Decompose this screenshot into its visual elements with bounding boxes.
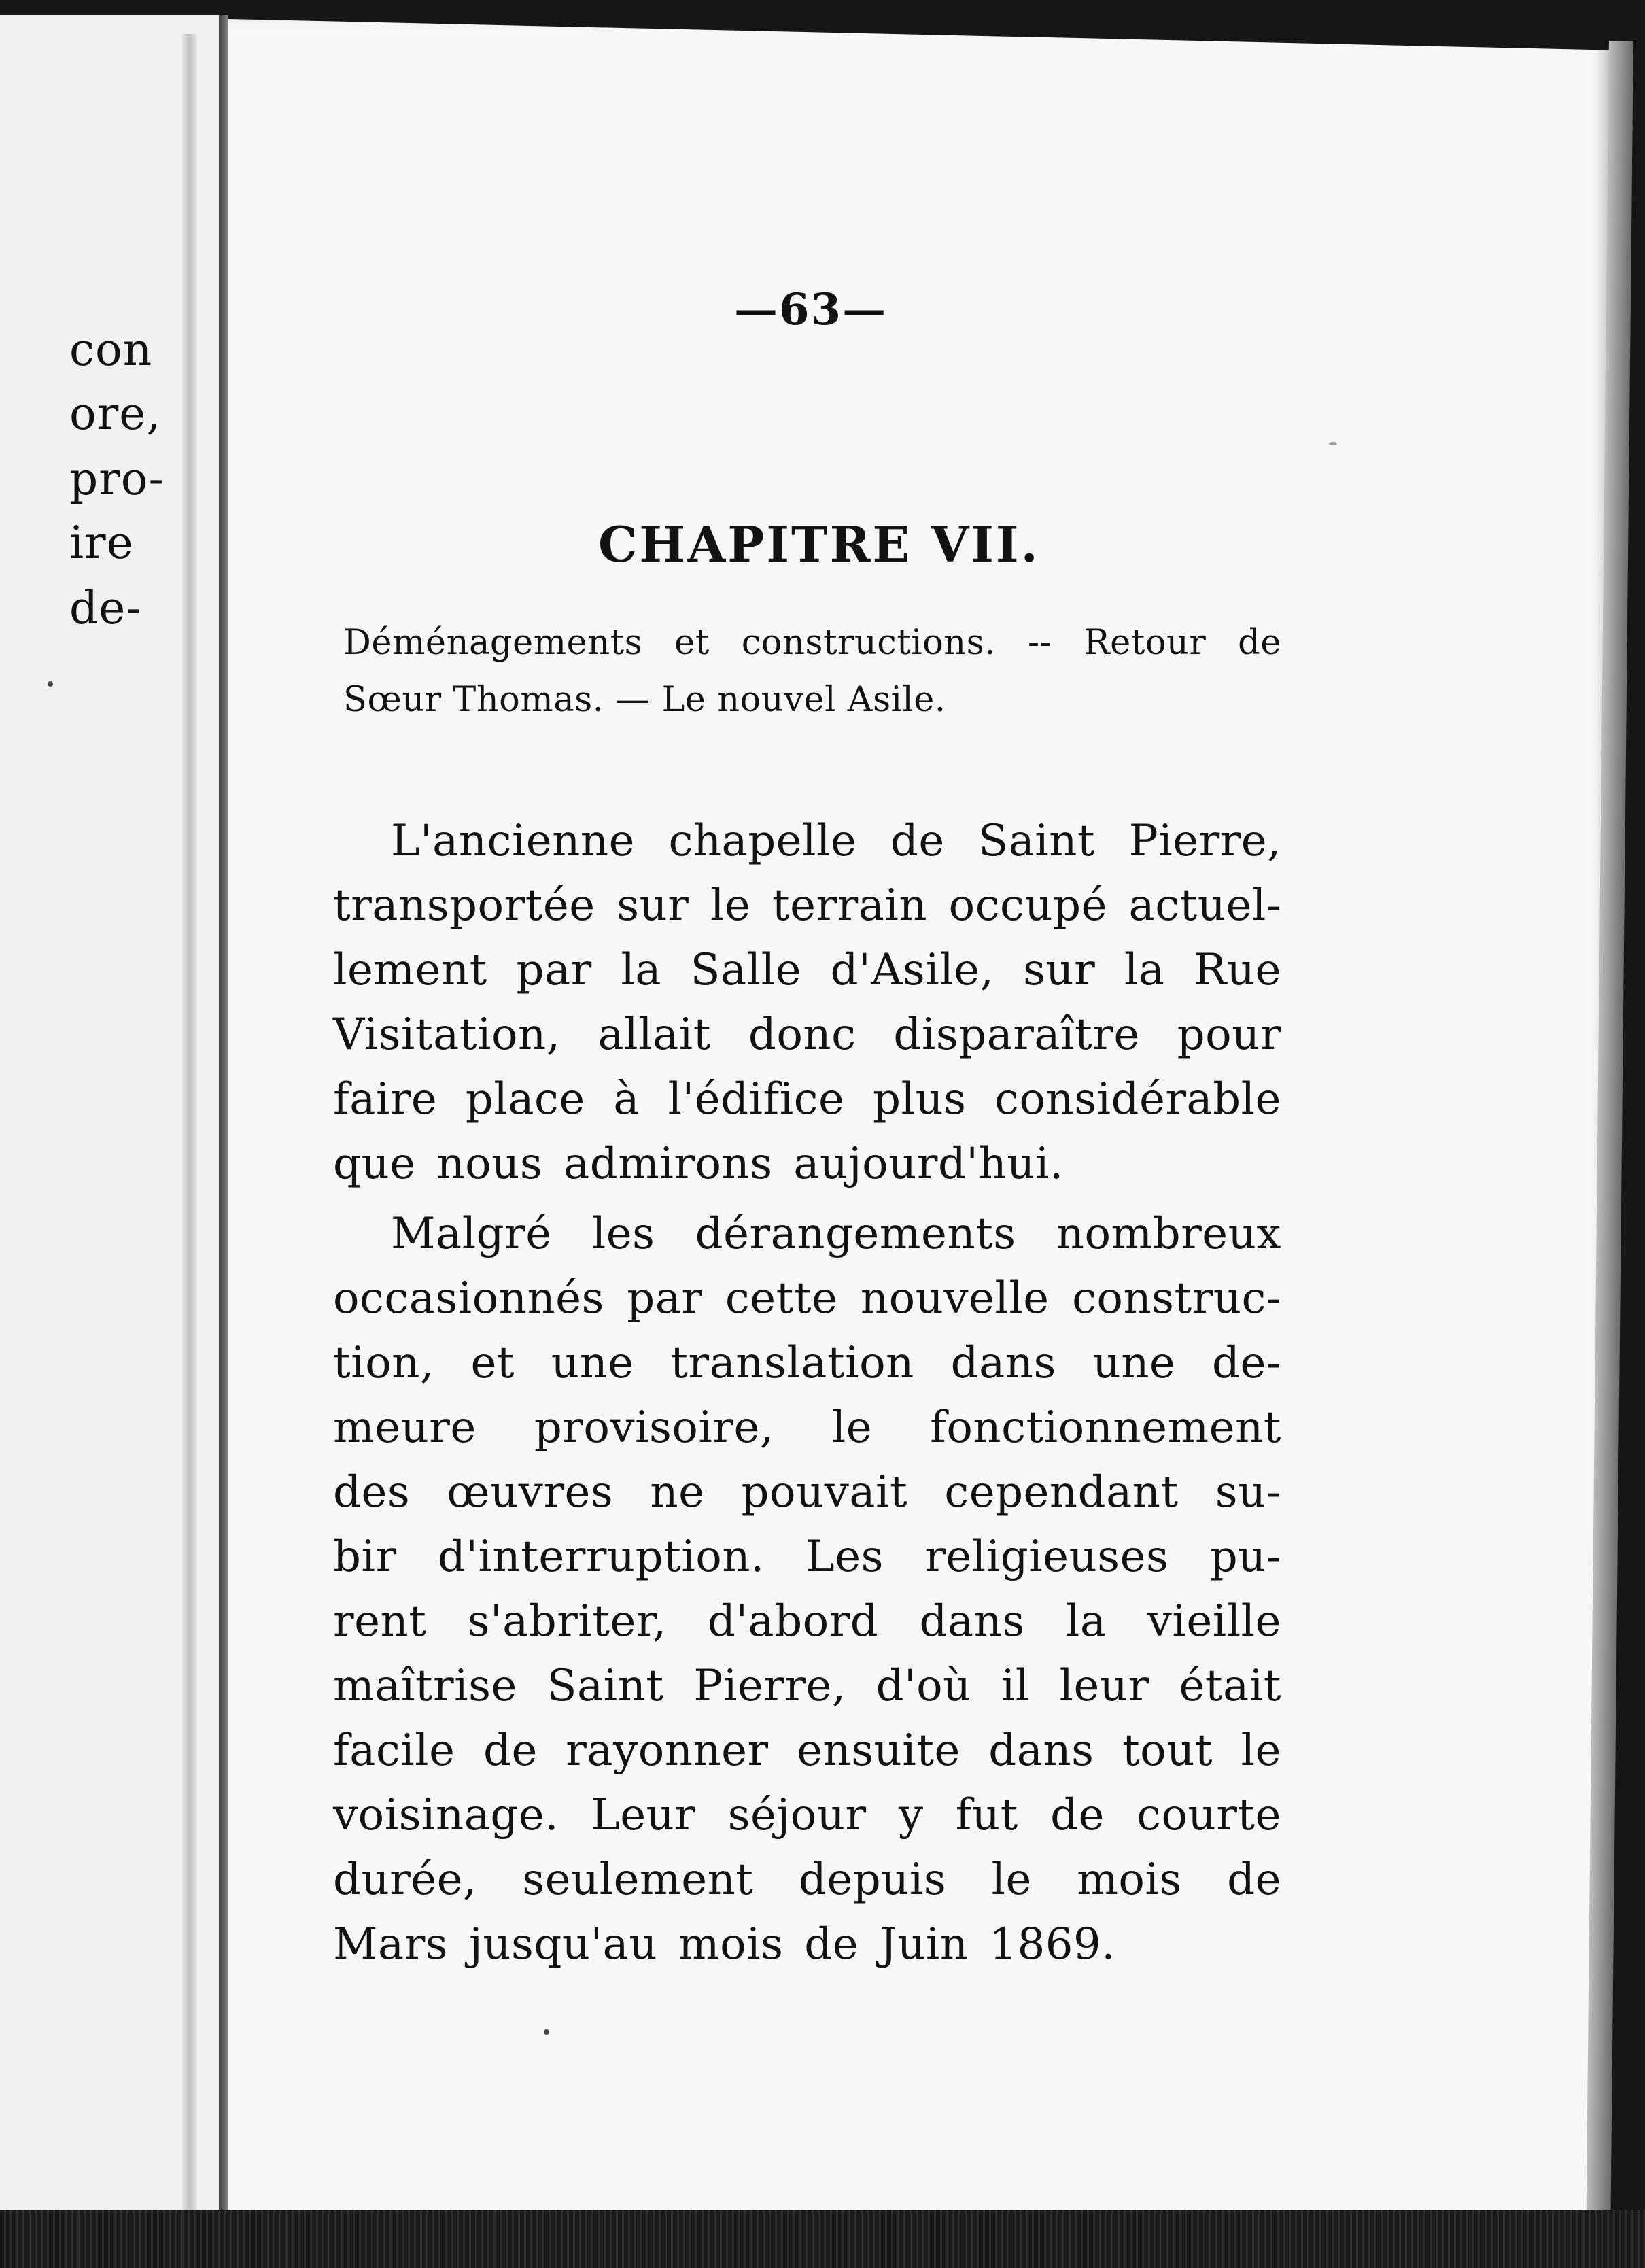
body-word: de [483,1725,538,1776]
body-line [391,1209,1281,1259]
body-word: nombreux [1056,1209,1281,1259]
body-word: Salle [690,945,801,995]
body-word: la [621,945,661,995]
body-word: leur [1059,1661,1149,1711]
body-word: Saint [978,816,1096,866]
body-word: place [465,1074,585,1124]
body-word: nouvelle [860,1273,1050,1324]
body-word: religieuses [924,1532,1169,1582]
body-word: facile [333,1725,455,1776]
body-word: pour [1177,1010,1281,1060]
body-line [333,1532,1281,1582]
body-word: d'où [876,1661,971,1711]
body-word: dans [988,1725,1094,1776]
scanner-bed [0,2210,1645,2268]
body-word: la [1124,945,1165,995]
body-line [333,880,1281,931]
body-word: tout [1122,1725,1213,1776]
body-word: pu- [1209,1532,1281,1582]
body-word: pouvait [741,1467,908,1517]
body-word: chapelle [668,816,857,866]
body-word: depuis [798,1855,947,1905]
body-word: sur [617,880,689,931]
body-word: de- [1212,1338,1281,1388]
body-word: fut [955,1790,1018,1840]
body-word: à [613,1074,640,1124]
body-word: plus [873,1074,967,1124]
body-word: actuel- [1128,880,1281,931]
body-word: Saint [547,1661,664,1711]
body-word: courte [1137,1790,1281,1840]
body-word: dérangements [695,1209,1016,1259]
body-word: allait [598,1010,711,1060]
body-word: dans [919,1596,1025,1647]
body-word: transportée [333,880,595,931]
body-word: cependant [944,1467,1179,1517]
body-word: la [1065,1596,1107,1647]
body-line [333,1403,1281,1453]
body-line [333,1596,1281,1647]
print-speck [48,681,53,687]
body-word: mois [1077,1855,1182,1905]
body-word: faire [333,1074,438,1124]
left-fragment-line: ore, [69,388,162,440]
body-word: il [1001,1661,1030,1711]
body-word: s'abriter, [467,1596,667,1647]
body-word: le [831,1403,873,1453]
body-word: le [710,880,751,931]
body-word: ensuite [797,1725,960,1776]
page-gutter [182,34,197,2210]
body-word: une [1092,1338,1176,1388]
print-speck [544,2029,549,2035]
body-word: fonctionnement [930,1403,1281,1453]
body-line [333,1273,1281,1324]
left-fragment-line: con [69,324,153,376]
body-line [333,1467,1281,1517]
body-word: disparaître [893,1010,1140,1060]
body-word: les [591,1209,655,1259]
body-word: provisoire, [534,1403,774,1453]
chapter-summary [343,615,1281,729]
body-word: séjour [727,1790,867,1840]
body-word: de [1050,1790,1105,1840]
page-number: —63— [734,284,888,335]
body-line [333,1338,1281,1388]
body-word: le [991,1855,1032,1905]
body-word: et [470,1338,515,1388]
body-word: donc [748,1010,856,1060]
body-line [333,945,1281,995]
body-word: su- [1215,1467,1281,1517]
left-fragment-line: ire [69,517,134,569]
body-word: d'Asile, [830,945,994,995]
body-word: une [551,1338,634,1388]
body-line [333,1790,1281,1840]
body-word: voisinage. [333,1790,559,1840]
body-word: par [627,1273,703,1324]
page-edge-shadow [219,15,228,2212]
body-word: Rue [1194,945,1281,995]
body-word: d'interruption. [437,1532,765,1582]
body-word: œuvres [447,1467,614,1517]
body-word: rayonner [566,1725,769,1776]
body-word: L'ancienne [391,816,635,866]
body-word: meure [333,1403,477,1453]
left-fragment-line: de- [69,582,142,634]
body-word: d'abord [707,1596,879,1647]
body-word: lement [333,945,487,995]
body-word: considérable [994,1074,1281,1124]
body-word: translation [670,1338,914,1388]
body-word: occupé [948,880,1107,931]
body-word: cette [725,1273,838,1324]
body-word: y [898,1790,924,1840]
body-line [391,816,1281,866]
body-word: ne [650,1467,705,1517]
body-word: de [1227,1855,1281,1905]
body-word: bir [333,1532,397,1582]
body-word: était [1179,1661,1281,1711]
body-line [333,1010,1281,1060]
body-word: par [516,945,592,995]
body-word: Les [806,1532,884,1582]
print-speck [1329,442,1337,445]
body-word: rent [333,1596,427,1647]
body-word: Visitation, [333,1010,561,1060]
body-line [333,1074,1281,1124]
body-word: maîtrise [333,1661,517,1711]
body-word: Pierre, [693,1661,846,1711]
summary-line: Sœur Thomas. — Le nouvel Asile. [343,680,946,720]
body-word: sur [1023,945,1096,995]
chapter-title: CHAPITRE VII. [598,515,1040,573]
body-word: seulement [522,1855,754,1905]
body-word: durée, [333,1855,477,1905]
body-word: occasionnés [333,1273,604,1324]
body-word: construc- [1072,1273,1281,1324]
body-line [333,1855,1281,1905]
body-word: Leur [591,1790,696,1840]
body-word: des [333,1467,411,1517]
body-word: vieille [1147,1596,1281,1647]
summary-line: Déménagements et constructions. -- Retour de [343,623,1281,663]
body-word: Pierre, [1128,816,1281,866]
body-line: Mars jusqu'au mois de Juin 1869. [333,1919,1116,1970]
body-word: Malgré [391,1209,552,1259]
body-line [333,1661,1281,1711]
body-word: terrain [772,880,928,931]
body-word: l'édifice [668,1074,845,1124]
body-word: tion, [333,1338,434,1388]
body-word: dans [950,1338,1056,1388]
body-word: de [890,816,945,866]
body-line: que nous admirons aujourd'hui. [333,1139,1064,1189]
body-word: le [1241,1725,1281,1776]
left-fragment-line: pro- [69,453,164,505]
body-line [333,1725,1281,1776]
